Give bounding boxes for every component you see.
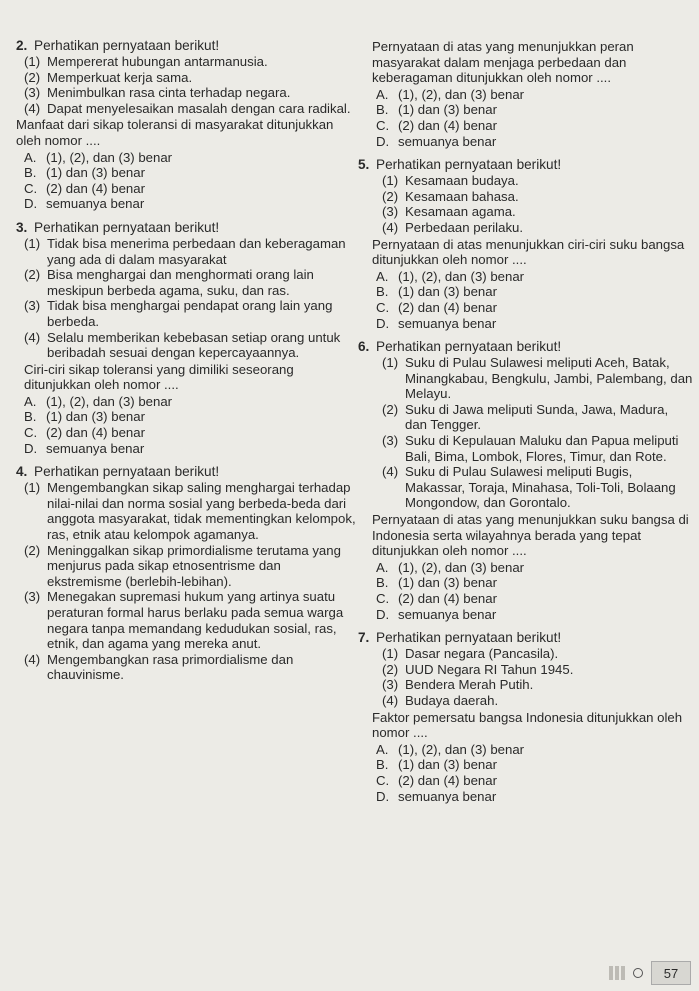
answer-option[interactable]: C. (2) dan (4) benar: [24, 180, 145, 196]
answer-option[interactable]: A. (1), (2), dan (3) benar: [376, 268, 525, 284]
question-number: 2.: [16, 38, 28, 53]
statement: (3) Menegakan supremasi hukum yang artinya suatu peraturan formal harus berlaku pada semua warga negara tanpa memandang kedudukan sosial, ras, etnik, dan agama yang mereka anut.: [24, 589, 344, 652]
question-6: [358, 339, 693, 622]
answer-option[interactable]: B. (1) dan (3) benar: [376, 757, 497, 773]
question-2: [16, 38, 356, 212]
statement: (1) Mengembangkan sikap saling menghargai terhadap nilai-nilai dan norma sosial yang berbeda-beda dari anggota masyarakat, tidak mementingkan kelompok, ras, etnik atau kelompok agamanya.: [24, 480, 356, 543]
statement: (2) Kesamaan bahasa.: [382, 188, 519, 204]
page-number: 57: [651, 961, 691, 985]
question-stem: Pernyataan di atas menunjukkan ciri-ciri suku bangsa ditunjukkan oleh nomor ....: [372, 236, 685, 268]
answer-option[interactable]: D. semuanya benar: [376, 606, 497, 622]
right-column: [358, 38, 693, 812]
statement: (1) Dasar negara (Pancasila).: [382, 646, 559, 662]
circle-icon: [633, 968, 643, 978]
answer-option[interactable]: C. (2) dan (4) benar: [376, 299, 497, 315]
statement: (3) Kesamaan agama.: [382, 204, 516, 220]
question-stem: Pernyataan di atas yang menunjukkan suku bangsa di Indonesia serta wilayahnya berada yang tepat ditunjukkan oleh nomor ....: [372, 512, 689, 559]
answer-options: [24, 150, 356, 212]
statement: (1) Tidak bisa menerima perbedaan dan keberagaman yang ada di dalam masyarakat: [24, 235, 346, 267]
answer-option[interactable]: C. (2) dan (4) benar: [24, 425, 145, 441]
question-title: Perhatikan pernyataan berikut!: [376, 339, 562, 355]
statement: (4) Selalu memberikan kebebasan setiap orang untuk beribadah sesuai dengan kepercayaannya.: [24, 329, 341, 361]
statement: (1) Mempererat hubungan antarmanusia.: [24, 54, 268, 69]
left-column: [16, 38, 356, 691]
question-number: 3.: [16, 219, 28, 235]
page-footer: [609, 961, 691, 985]
answer-option[interactable]: D. semuanya benar: [24, 440, 145, 456]
answer-option[interactable]: C. (2) dan (4) benar: [376, 772, 497, 788]
statement: (4) Budaya daerah.: [382, 692, 499, 708]
answer-option[interactable]: D. semuanya benar: [376, 788, 497, 804]
answer-option[interactable]: B. (1) dan (3) benar: [376, 575, 497, 591]
answer-option[interactable]: B. (1) dan (3) benar: [376, 102, 497, 118]
statement: (2) Meninggalkan sikap primordialisme terutama yang menjurus pada sikap etnosentrisme dan ekstremisme (berlebih-lebihan).: [24, 542, 341, 589]
question-4: [16, 464, 356, 683]
question-3: [16, 220, 356, 456]
question-title: Perhatikan pernyataan berikut!: [34, 464, 220, 480]
answer-option[interactable]: B. (1) dan (3) benar: [376, 284, 497, 300]
question-number: 6.: [358, 339, 370, 355]
question-title: Perhatikan pernyataan berikut!: [34, 38, 220, 53]
statement: (2) Memperkuat kerja sama.: [24, 69, 193, 85]
question-5: [358, 157, 693, 331]
statement: (2) Bisa menghargai dan menghormati orang lain meskipun berbeda agama, suku, dan ras.: [24, 267, 314, 298]
answer-option[interactable]: B. (1) dan (3) benar: [24, 409, 145, 425]
question-title: Perhatikan pernyataan berikut!: [376, 630, 562, 646]
statement: (1) Suku di Pulau Sulawesi meliputi Aceh, Batak, Minangkabau, Bengkulu, Jambi, Palembang, dan Melayu.: [382, 355, 693, 402]
question-4-continued: [358, 39, 693, 149]
answer-option[interactable]: D. semuanya benar: [376, 315, 497, 331]
answer-options: [24, 394, 356, 456]
answer-options: [376, 560, 693, 622]
statement: (1) Kesamaan budaya.: [382, 173, 519, 189]
answer-option[interactable]: D. semuanya benar: [376, 133, 497, 149]
question-stem: Manfaat dari sikap toleransi di masyarakat ditunjukkan oleh nomor ....: [16, 117, 334, 148]
question-stem: Ciri-ciri sikap toleransi yang dimiliki seseorang ditunjukkan oleh nomor ....: [24, 361, 294, 393]
statement: (4) Mengembangkan rasa primordialisme dan chauvinisme.: [24, 651, 294, 683]
question-number: 7.: [358, 630, 370, 646]
statement: (2) UUD Negara RI Tahun 1945.: [382, 661, 574, 677]
statement: (3) Menimbulkan rasa cinta terhadap negara.: [24, 85, 291, 101]
answer-option[interactable]: C. (2) dan (4) benar: [376, 591, 497, 606]
answer-option[interactable]: A. (1), (2), dan (3) benar: [24, 393, 173, 409]
answer-options: [376, 269, 693, 331]
question-number: 5.: [358, 157, 370, 173]
statement: (3) Tidak bisa menghargai pendapat orang lain yang berbeda.: [24, 298, 333, 329]
decorative-bars: [609, 966, 625, 980]
answer-option[interactable]: A. (1), (2), dan (3) benar: [24, 149, 173, 165]
answer-option[interactable]: A. (1), (2), dan (3) benar: [376, 741, 525, 757]
statement: (4) Suku di Pulau Sulawesi meliputi Bugis, Makassar, Toraja, Minahasa, Toli-Toli, Bolaang Mongondow, dan Gorontalo.: [382, 464, 676, 511]
answer-option[interactable]: A. (1), (2), dan (3) benar: [376, 86, 525, 102]
statement: (4) Dapat menyelesaikan masalah dengan cara radikal.: [24, 100, 351, 116]
statement: (2) Suku di Jawa meliputi Sunda, Jawa, Madura, dan Tengger.: [382, 401, 669, 433]
question-title: Perhatikan pernyataan berikut!: [376, 157, 562, 173]
answer-options: [376, 742, 693, 804]
answer-option[interactable]: B. (1) dan (3) benar: [24, 165, 145, 181]
question-title: Perhatikan pernyataan berikut!: [34, 219, 220, 235]
question-stem: Pernyataan di atas yang menunjukkan peran masyarakat dalam menjaga perbedaan dan keberagaman ditunjukkan oleh nomor ....: [372, 39, 634, 86]
answer-options: [376, 87, 693, 149]
answer-option[interactable]: A. (1), (2), dan (3) benar: [376, 559, 525, 575]
answer-option[interactable]: C. (2) dan (4) benar: [376, 117, 497, 133]
answer-option[interactable]: D. semuanya benar: [24, 196, 145, 212]
question-stem: Faktor pemersatu bangsa Indonesia ditunjukkan oleh nomor ....: [372, 709, 683, 741]
statement: (3) Bendera Merah Putih.: [382, 677, 534, 693]
question-number: 4.: [16, 464, 28, 480]
statement: (4) Perbedaan perilaku.: [382, 219, 524, 235]
question-7: [358, 630, 693, 804]
statement: (3) Suku di Kepulauan Maluku dan Papua meliputi Bali, Bima, Lombok, Flores, Timur, dan Rote.: [382, 433, 679, 464]
